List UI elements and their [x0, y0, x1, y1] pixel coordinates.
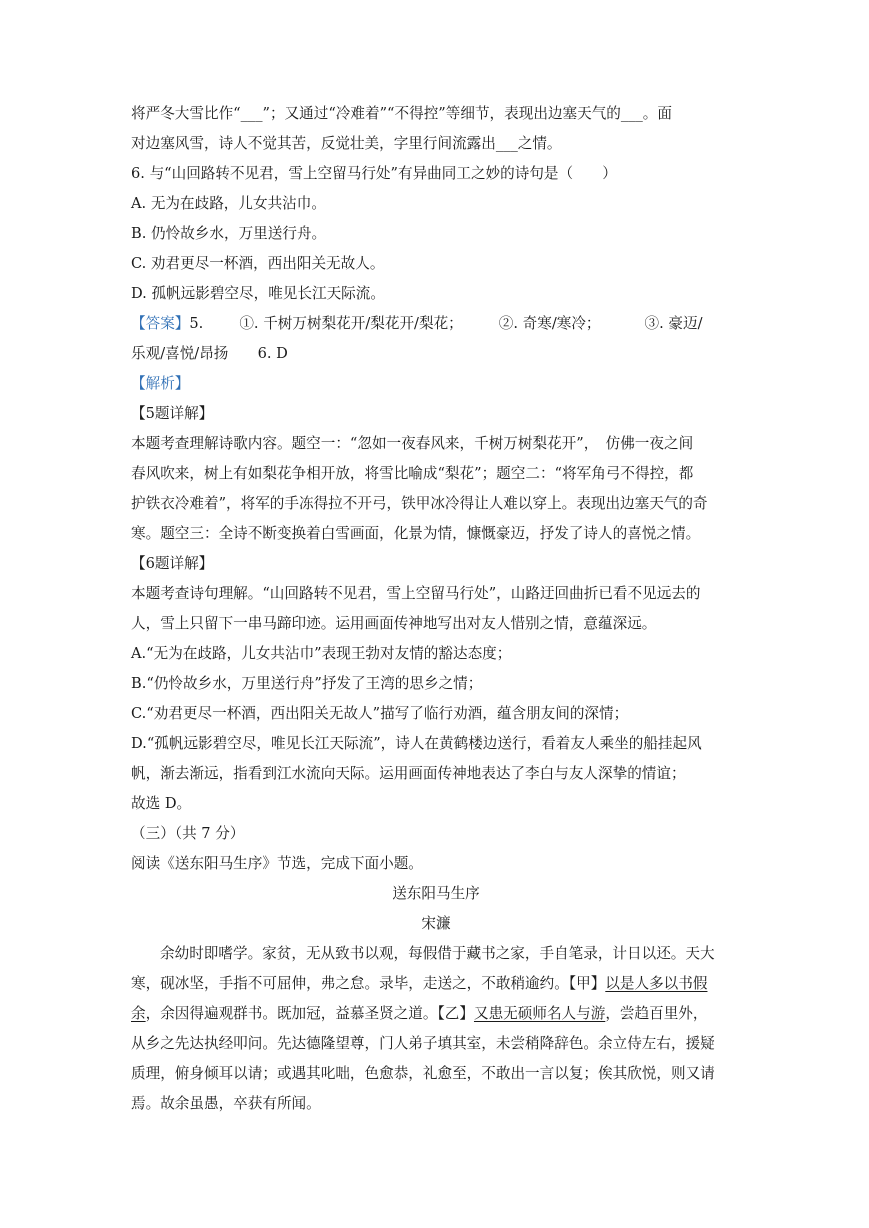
passage-line: 质理，俯身倾耳以请；或遇其叱咄，色愈恭，礼愈至，不敢出一言以复；俟其欣悦，则又请 [131, 1065, 715, 1082]
section-heading: （三）（共 7 分） [131, 825, 245, 842]
text-line: 帆，渐去渐远，指看到江水流向天际。运用画面传神地表达了李白与友人深挚的情谊； [131, 765, 686, 782]
passage-title: 送东阳马生序 [392, 885, 480, 902]
option-a: A. 无为在歧路，儿女共沾巾。 [131, 195, 326, 212]
passage-text: 寒，砚冰坚，手指不可屈伸，弗之怠。录毕，走送之，不敢稍逾约。【甲】 [131, 975, 606, 992]
passage-line: 余幼时即嗜学。家贫，无从致书以观，每假借于藏书之家，手自笔录，计日以还。天大 [160, 945, 715, 962]
reading-instruction: 阅读《送东阳马生序》节选，完成下面小题。 [131, 855, 423, 872]
text-line: A.“无为在歧路，儿女共沾巾”表现王勃对友情的豁达态度； [131, 645, 512, 662]
answer-tag: 【答案】 [131, 315, 190, 332]
answer-continuation: 乐观/喜悦/昂扬 6. D [131, 345, 288, 362]
question-6: 6. 与“山回路转不见君，雪上空留马行处”有异曲同工之妙的诗句是（ ） [131, 165, 617, 182]
analysis-tag: 【解析】 [131, 375, 190, 392]
underlined-sentence-a: 以是人多以书假 [605, 975, 708, 992]
text-line: 对边塞风雪，诗人不觉其苦，反觉壮美，字里行间流露出___之情。 [131, 135, 562, 152]
text-line: C.“劝君更尽一杯酒，西出阳关无故人”描写了临行劝酒，蕴含朋友间的深情； [131, 705, 629, 722]
underlined-sentence-b: 又患无硕师名人与游 [473, 1005, 606, 1022]
text-line: 人，雪上只留下一串马蹄印迹。运用画面传神地写出对友人惜别之情，意蕴深远。 [131, 615, 657, 632]
answer-number: 5. [189, 315, 204, 332]
option-d: D. 孤帆远影碧空尽，唯见长江天际流。 [131, 285, 385, 302]
passage-text: ，尝趋百里外， [605, 1005, 708, 1022]
underlined-sentence-a-end: 余 [131, 1005, 146, 1022]
answer-item-1: ①. 千树万树梨花开/梨花开/梨花； [239, 315, 463, 332]
option-c: C. 劝君更尽一杯酒，西出阳关无故人。 [131, 255, 385, 272]
answer-item-3: ③. 豪迈/ [644, 315, 703, 332]
passage-line: 从乡之先达执经叩问。先达德隆望尊，门人弟子填其室，未尝稍降辞色。余立侍左右，援疑 [131, 1035, 715, 1052]
text-line: 本题考查理解诗歌内容。题空一：“忽如一夜春风来，千树万树梨花开”， 仿佛一夜之间 [131, 435, 694, 452]
passage-author: 宋濂 [421, 915, 451, 932]
answer-line [131, 314, 741, 334]
text-line: 将严冬大雪比作“___”；又通过“冷难着”“不得控”等细节，表现出边塞天气的___。面 [131, 105, 672, 122]
text-line: 故选 D。 [131, 795, 192, 812]
text-line: 本题考查诗句理解。“山回路转不见君，雪上空留马行处”，山路迂回曲折已看不见远去的 [131, 585, 701, 602]
text-line: 护铁衣冷难着”，将军的手冻得拉不开弓，铁甲冰冷得让人难以穿上。表现出边塞天气的奇 [131, 495, 708, 512]
text-line: 寒。题空三：全诗不断变换着白雪画面，化景为情，慷慨豪迈，抒发了诗人的喜悦之情。 [131, 525, 701, 542]
passage-text: ，余因得遍观群书。既加冠，益慕圣贤之道。【乙】 [145, 1005, 474, 1022]
passage-line [131, 974, 741, 994]
answer-item-2: ②. 奇寒/寒冷； [498, 315, 601, 332]
text-line: B.“仍怜故乡水，万里送行舟”抒发了王湾的思乡之情； [131, 675, 483, 692]
detail-6-heading: 【6题详解】 [131, 555, 214, 572]
text-line: 春风吹来，树上有如梨花争相开放，将雪比喻成“梨花”；题空二：“将军角弓不得控，都 [131, 465, 694, 482]
text-line: D.“孤帆远影碧空尽，唯见长江天际流”，诗人在黄鹤楼边送行，看着友人乘坐的船挂起风 [131, 735, 702, 752]
detail-5-heading: 【5题详解】 [131, 405, 214, 422]
passage-line [131, 1004, 741, 1024]
passage-line: 焉。故余虽愚，卒获有所闻。 [131, 1095, 321, 1112]
option-b: B. 仍怜故乡水，万里送行舟。 [131, 225, 327, 242]
